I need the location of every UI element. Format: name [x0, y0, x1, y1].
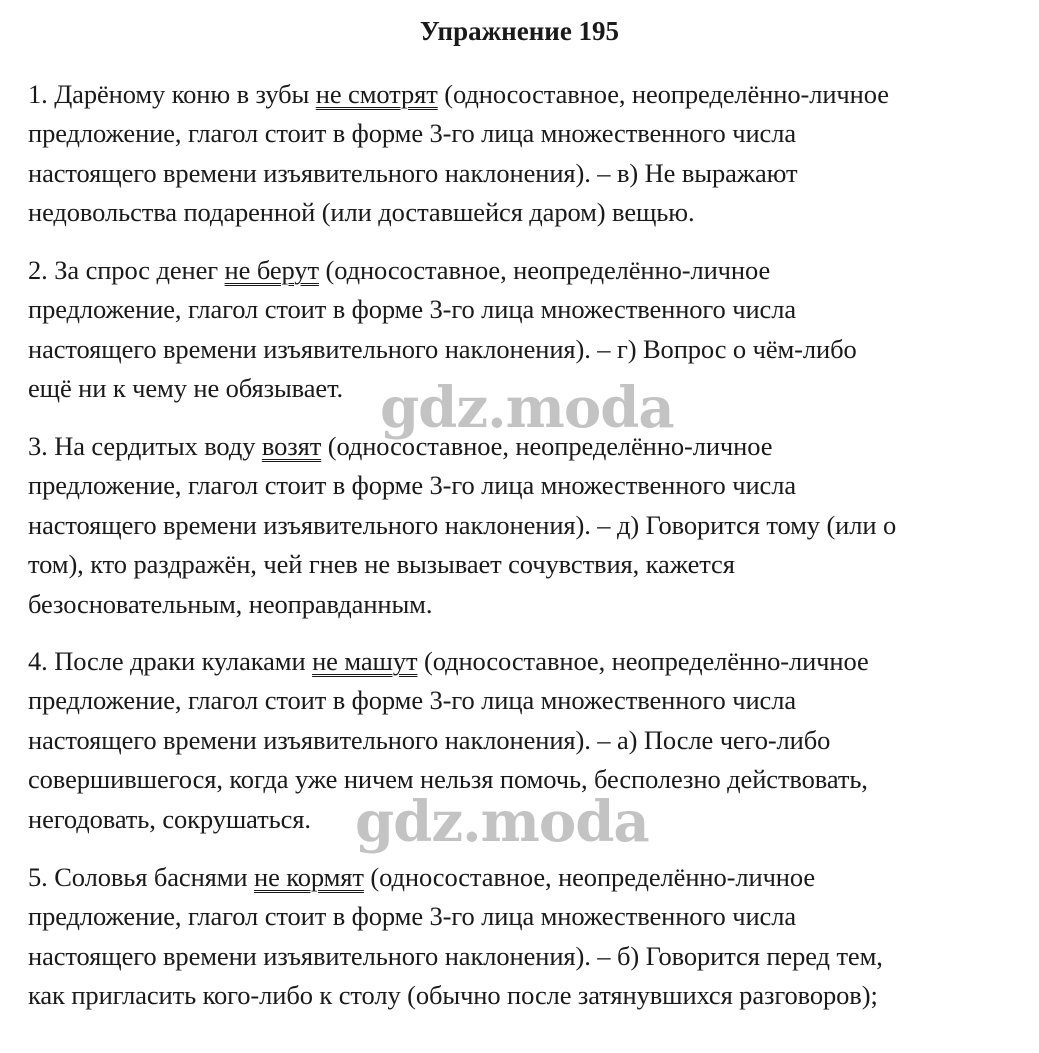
item-line: как пригласить кого-либо к столу (обычно после затянувшихся разговоров); [28, 980, 878, 1011]
exercise-item-5 [28, 858, 1018, 1016]
watermark-text: gdz.moda [380, 375, 674, 441]
underlined-predicate: возят [261, 431, 322, 461]
exercise-item-2 [28, 251, 1018, 409]
item-text: (односоставное, неопределённо-личное [321, 431, 773, 461]
underlined-predicate: не машут [312, 646, 418, 676]
underlined-predicate: не кормят [254, 862, 364, 892]
item-text: (односоставное, неопределённо-личное [318, 255, 771, 285]
item-line [28, 251, 1018, 290]
watermark-text: gdz.moda [355, 789, 649, 855]
item-line: безосновательным, неоправданным. [28, 588, 433, 619]
item-text: 1. Дарёному коню в зубы [28, 79, 316, 109]
item-line [28, 75, 1018, 114]
item-text: (односоставное, неопределённо-личное [363, 862, 816, 892]
item-text: (односоставное, неопределённо-личное [437, 79, 889, 109]
underlined-predicate: не берут [224, 255, 319, 285]
item-text: 5. Соловья баснями [28, 862, 255, 892]
item-line: настоящего времени изъявительного наклонения). – д) Говорится тому (или о [28, 509, 897, 540]
item-line [28, 427, 1018, 466]
item-line: ещё ни к чему не обязывает. [28, 373, 344, 404]
item-line: предложение, глагол стоит в форме 3-го лица множественного числа [28, 470, 796, 501]
item-line: предложение, глагол стоит в форме 3-го лица множественного числа [28, 685, 796, 716]
item-line: настоящего времени изъявительного наклонения). – а) После чего-либо [28, 724, 831, 755]
exercise-item-4 [28, 642, 1018, 839]
underlined-predicate: не смотрят [315, 79, 438, 109]
item-line: настоящего времени изъявительного наклонения). – в) Не выражают [28, 157, 798, 188]
item-line: недовольства подаренной (или доставшейся даром) вещью. [28, 197, 695, 228]
item-line: настоящего времени изъявительного наклонения). – б) Говорится перед тем, [28, 940, 883, 971]
exercise-item-3 [28, 427, 1018, 624]
item-line: предложение, глагол стоит в форме 3-го лица множественного числа [28, 294, 796, 325]
item-line [28, 642, 1018, 681]
item-line: настоящего времени изъявительного наклонения). – г) Вопрос о чём-либо [28, 333, 857, 364]
item-line: том), кто раздражён, чей гнев не вызывает сочувствия, кажется [28, 549, 735, 580]
item-text: (односоставное, неопределённо-личное [417, 646, 869, 676]
item-line: совершившегося, когда уже ничем нельзя помочь, бесполезно действовать, [28, 764, 868, 795]
page-title: Упражнение 195 [419, 16, 620, 46]
item-text: 2. За спрос денег [28, 255, 225, 285]
exercise-item-1 [28, 75, 1018, 233]
item-line: предложение, глагол стоит в форме 3-го лица множественного числа [28, 901, 796, 932]
item-line: негодовать, сокрушаться. [28, 803, 311, 834]
item-text: 4. После драки кулаками [28, 646, 313, 676]
item-line [28, 858, 1018, 897]
item-text: 3. На сердитых воду [28, 431, 262, 461]
item-line: предложение, глагол стоит в форме 3-го лица множественного числа [28, 118, 796, 149]
